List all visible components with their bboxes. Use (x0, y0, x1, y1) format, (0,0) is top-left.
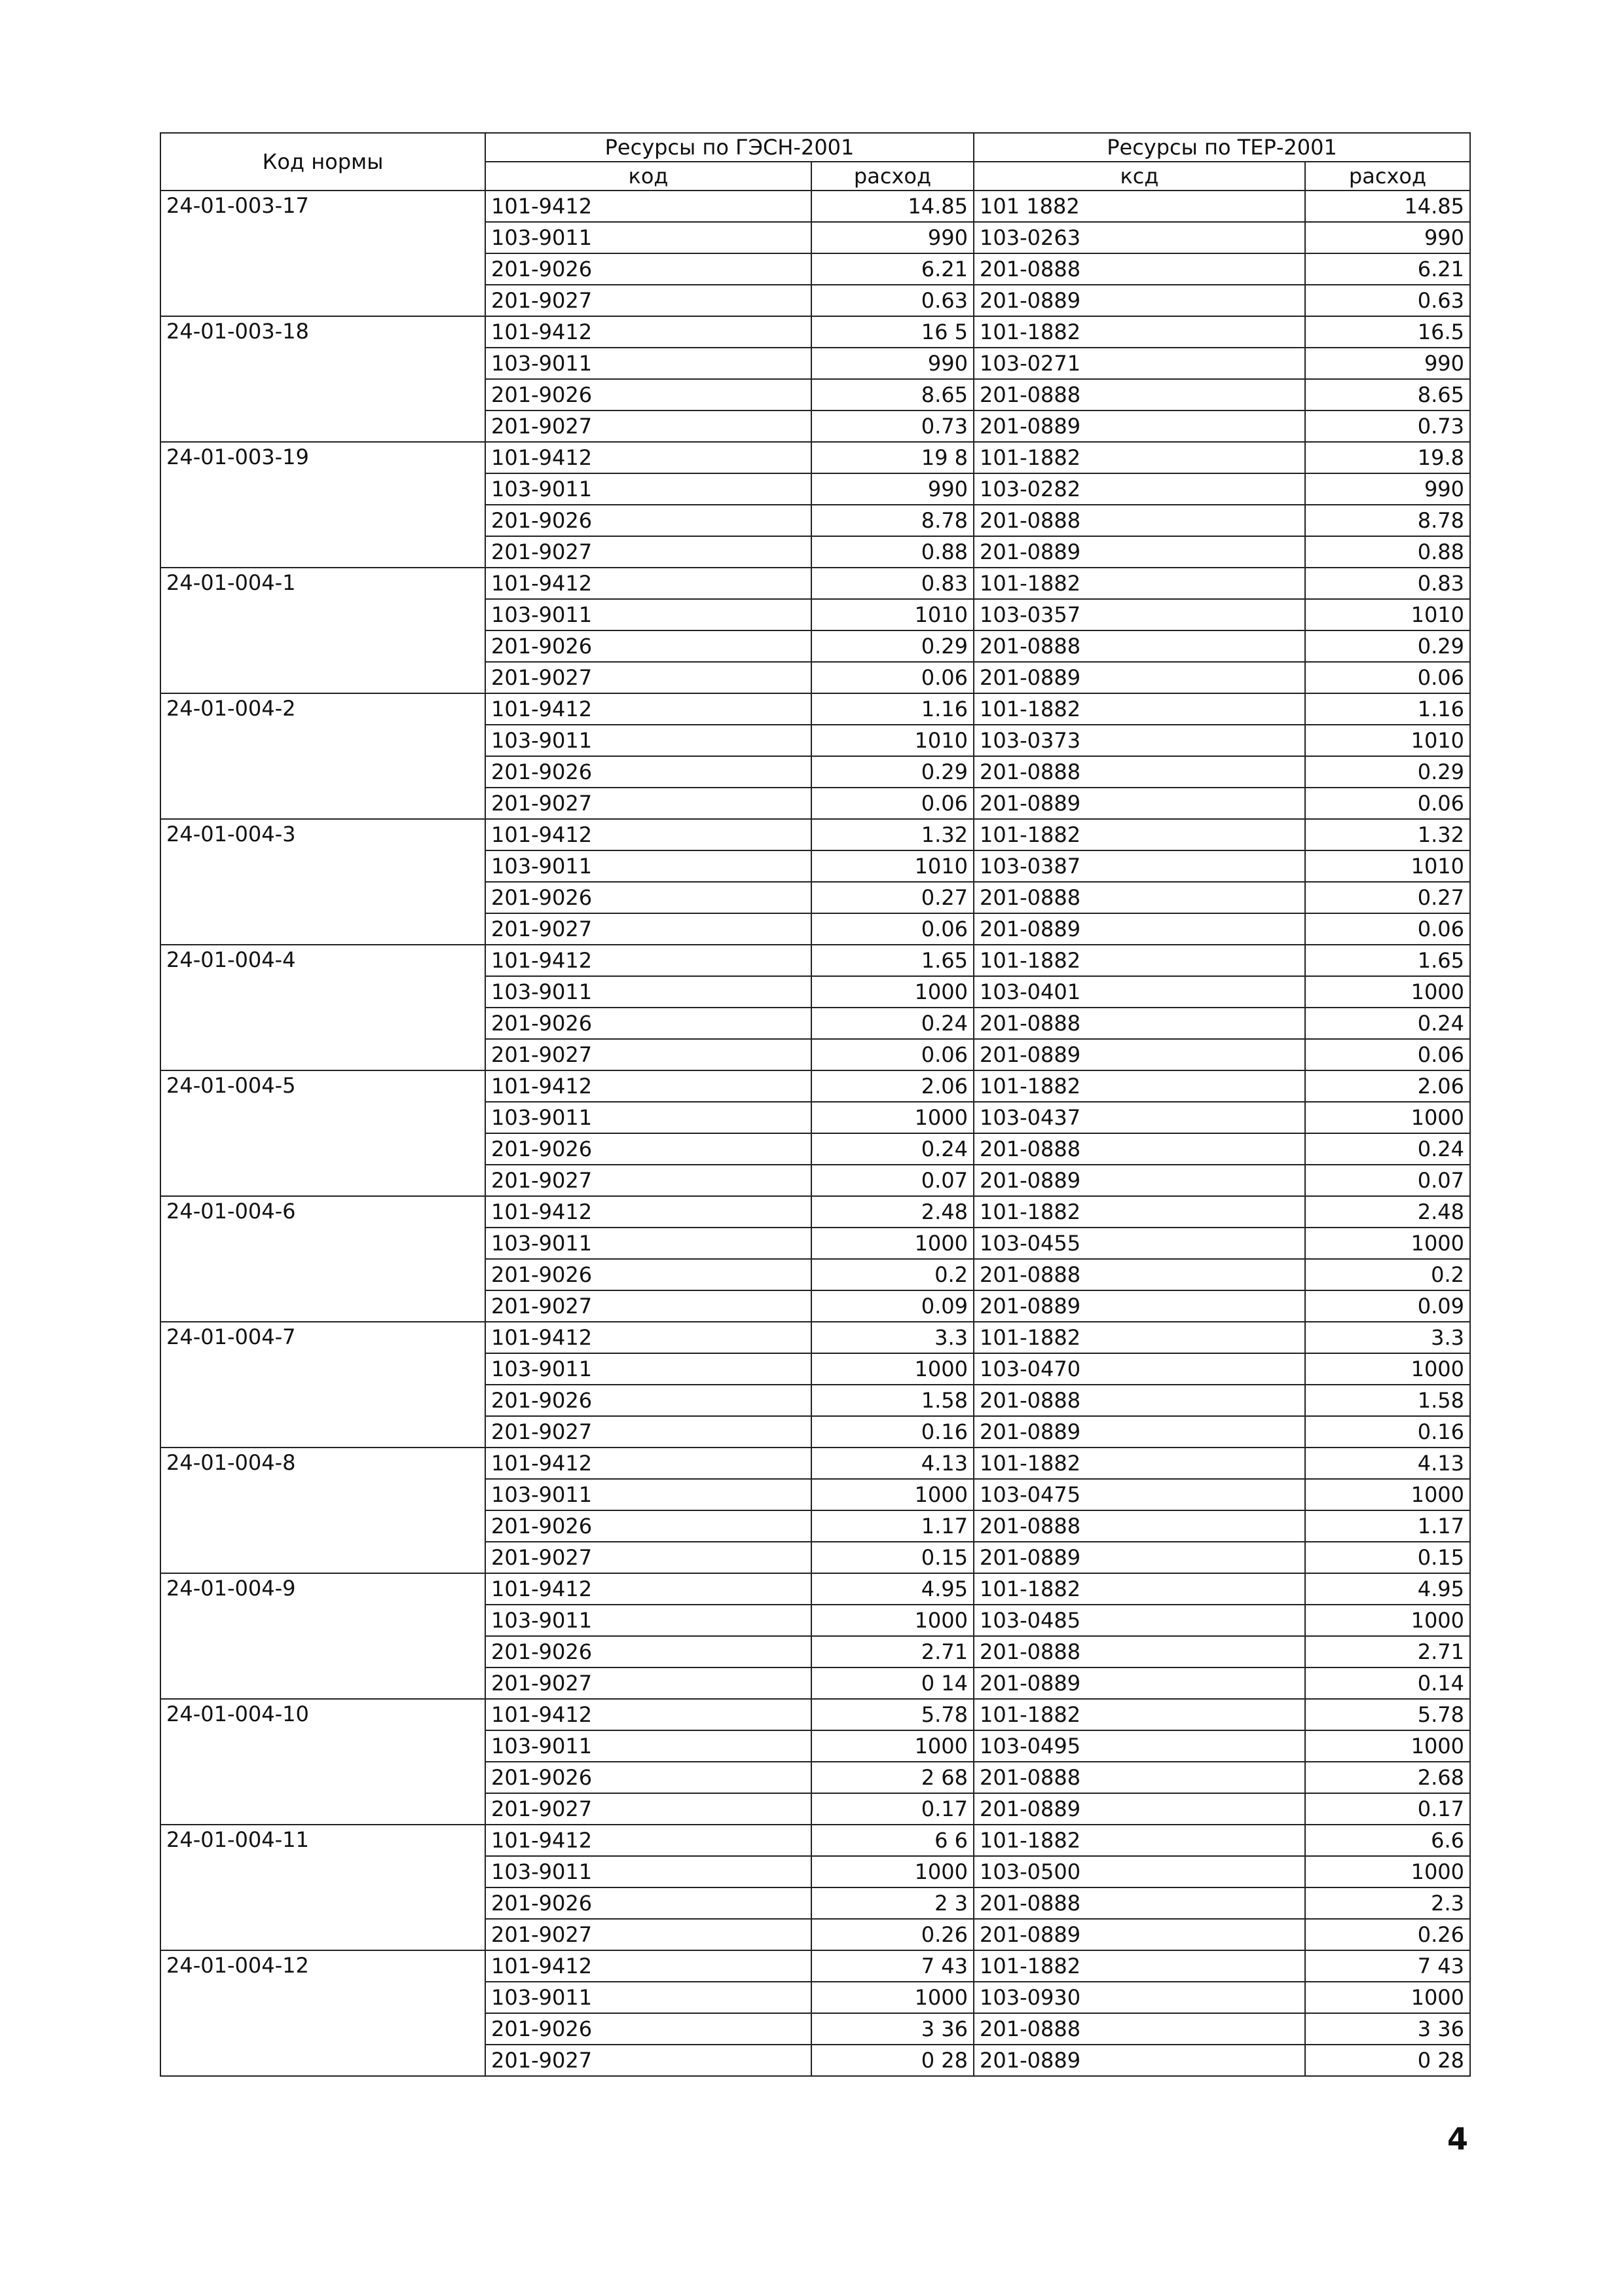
ter-code-cell: 201-0889 (974, 662, 1305, 693)
ter-rate-cell: 1.58 (1305, 1385, 1470, 1416)
gesn-code-cell: 101-9412 (485, 1196, 811, 1228)
ter-code-cell: 201-0888 (974, 882, 1305, 913)
gesn-code-cell: 101-9412 (485, 693, 811, 725)
gesn-rate-cell: 2 3 (811, 1887, 974, 1919)
gesn-rate-cell: 1000 (811, 1730, 974, 1762)
gesn-code-cell: 101-9412 (485, 1070, 811, 1102)
gesn-rate-cell: 14.85 (811, 191, 974, 222)
ter-code-cell: 101-1882 (974, 568, 1305, 599)
ter-code-cell: 201-0889 (974, 913, 1305, 945)
ter-rate-cell: 0.83 (1305, 568, 1470, 599)
ter-code-cell: 103-0271 (974, 348, 1305, 379)
ter-code-cell: 101-1882 (974, 1070, 1305, 1102)
resource-table (160, 132, 1471, 2077)
gesn-code-cell: 201-9027 (485, 1290, 811, 1322)
table-row (160, 945, 1470, 976)
gesn-rate-cell: 2.06 (811, 1070, 974, 1102)
gesn-code-cell: 103-9011 (485, 976, 811, 1008)
ter-rate-cell: 0.06 (1305, 788, 1470, 819)
gesn-rate-cell: 7 43 (811, 1950, 974, 1982)
gesn-code-cell: 201-9027 (485, 662, 811, 693)
gesn-rate-cell: 0.29 (811, 756, 974, 788)
gesn-code-cell: 201-9026 (485, 1008, 811, 1039)
gesn-rate-cell: 1000 (811, 1353, 974, 1385)
gesn-code-cell: 101-9412 (485, 442, 811, 473)
gesn-code-cell: 103-9011 (485, 725, 811, 756)
ter-rate-cell: 1010 (1305, 599, 1470, 630)
gesn-code-cell: 103-9011 (485, 1228, 811, 1259)
ter-code-cell: 201-0888 (974, 630, 1305, 662)
ter-rate-cell: 0.88 (1305, 536, 1470, 568)
gesn-code-cell: 101-9412 (485, 568, 811, 599)
gesn-rate-cell: 2.71 (811, 1636, 974, 1667)
ter-rate-cell: 990 (1305, 222, 1470, 253)
gesn-code-header: код (485, 162, 811, 191)
ter-rate-cell: 1000 (1305, 1353, 1470, 1385)
ter-code-cell: 201-0889 (974, 285, 1305, 316)
gesn-rate-cell: 0.06 (811, 662, 974, 693)
gesn-code-cell: 103-9011 (485, 1982, 811, 2013)
ter-rate-cell: 0.24 (1305, 1133, 1470, 1165)
ter-rate-cell: 990 (1305, 348, 1470, 379)
gesn-rate-cell: 1010 (811, 599, 974, 630)
norm-code-cell: 24-01-004-6 (160, 1196, 485, 1322)
gesn-code-cell: 201-9026 (485, 1636, 811, 1667)
norm-code-cell: 24-01-004-8 (160, 1448, 485, 1573)
gesn-rate-cell: 1000 (811, 1228, 974, 1259)
ter-rate-cell: 1010 (1305, 850, 1470, 882)
gesn-rate-cell: 1000 (811, 1479, 974, 1510)
gesn-code-cell: 201-9026 (485, 1259, 811, 1290)
gesn-code-cell: 201-9026 (485, 505, 811, 536)
gesn-rate-cell: 0.29 (811, 630, 974, 662)
gesn-rate-cell: 0.73 (811, 410, 974, 442)
gesn-rate-cell: 0.17 (811, 1793, 974, 1825)
gesn-rate-cell: 0 28 (811, 2045, 974, 2076)
ter-code-cell: 101-1882 (974, 316, 1305, 348)
norm-code-cell: 24-01-004-7 (160, 1322, 485, 1448)
table-row (160, 1825, 1470, 1856)
gesn-code-cell: 101-9412 (485, 316, 811, 348)
ter-rate-cell: 8.65 (1305, 379, 1470, 410)
gesn-rate-cell: 0.15 (811, 1542, 974, 1573)
gesn-rate-cell: 0 14 (811, 1667, 974, 1699)
table-row (160, 819, 1470, 850)
ter-rate-cell: 0.73 (1305, 410, 1470, 442)
ter-code-cell: 201-0889 (974, 1290, 1305, 1322)
gesn-rate-cell: 0.63 (811, 285, 974, 316)
ter-code-cell: 201-0888 (974, 2013, 1305, 2045)
ter-code-cell: 101-1882 (974, 442, 1305, 473)
gesn-code-cell: 201-9027 (485, 1416, 811, 1448)
gesn-rate-cell: 1010 (811, 850, 974, 882)
gesn-code-cell: 201-9027 (485, 410, 811, 442)
ter-code-cell: 103-0495 (974, 1730, 1305, 1762)
ter-rate-cell: 0.06 (1305, 662, 1470, 693)
table-row (160, 316, 1470, 348)
table-body (160, 191, 1470, 2076)
ter-rate-cell: 4.95 (1305, 1573, 1470, 1605)
norm-code-cell: 24-01-004-10 (160, 1699, 485, 1825)
ter-code-cell: 101-1882 (974, 1825, 1305, 1856)
gesn-code-cell: 201-9026 (485, 1385, 811, 1416)
norm-code-cell: 24-01-004-1 (160, 568, 485, 693)
gesn-code-cell: 101-9412 (485, 1950, 811, 1982)
gesn-rate-cell: 1000 (811, 1605, 974, 1636)
ter-code-cell: 201-0888 (974, 379, 1305, 410)
norm-code-cell: 24-01-004-3 (160, 819, 485, 945)
ter-code-cell: 201-0888 (974, 1510, 1305, 1542)
gesn-rate-cell: 8.65 (811, 379, 974, 410)
gesn-rate-cell: 2 68 (811, 1762, 974, 1793)
gesn-rate-cell: 1000 (811, 1102, 974, 1133)
ter-code-cell: 201-0888 (974, 253, 1305, 285)
ter-code-cell: 201-0889 (974, 1039, 1305, 1070)
ter-code-cell: 103-0470 (974, 1353, 1305, 1385)
gesn-code-cell: 101-9412 (485, 1825, 811, 1856)
gesn-rate-cell: 1000 (811, 1856, 974, 1887)
ter-code-cell: 101 1882 (974, 191, 1305, 222)
norm-code-cell: 24-01-004-5 (160, 1070, 485, 1196)
ter-rate-cell: 2.3 (1305, 1887, 1470, 1919)
gesn-rate-cell: 0.06 (811, 788, 974, 819)
ter-code-cell: 201-0889 (974, 2045, 1305, 2076)
ter-code-cell: 103-0437 (974, 1102, 1305, 1133)
ter-rate-cell: 3.3 (1305, 1322, 1470, 1353)
gesn-code-cell: 103-9011 (485, 1353, 811, 1385)
ter-rate-cell: 1.17 (1305, 1510, 1470, 1542)
gesn-rate-cell: 5.78 (811, 1699, 974, 1730)
gesn-rate-cell: 1.17 (811, 1510, 974, 1542)
gesn-code-cell: 103-9011 (485, 599, 811, 630)
gesn-code-cell: 201-9027 (485, 1165, 811, 1196)
ter-rate-cell: 1000 (1305, 1479, 1470, 1510)
page-number: 4 (1447, 2121, 1469, 2157)
table-row (160, 1950, 1470, 1982)
gesn-rate-cell: 16 5 (811, 316, 974, 348)
ter-rate-header: расход (1305, 162, 1470, 191)
gesn-rate-cell: 0.88 (811, 536, 974, 568)
gesn-code-cell: 201-9027 (485, 2045, 811, 2076)
gesn-rate-cell: 1.32 (811, 819, 974, 850)
gesn-code-cell: 201-9026 (485, 379, 811, 410)
ter-rate-cell: 2.06 (1305, 1070, 1470, 1102)
ter-rate-cell: 1000 (1305, 1605, 1470, 1636)
ter-code-cell: 201-0889 (974, 788, 1305, 819)
ter-code-cell: 201-0888 (974, 1636, 1305, 1667)
gesn-code-cell: 101-9412 (485, 819, 811, 850)
ter-rate-cell: 0.24 (1305, 1008, 1470, 1039)
ter-rate-cell: 1000 (1305, 1228, 1470, 1259)
gesn-rate-cell: 0.06 (811, 1039, 974, 1070)
gesn-rate-cell: 990 (811, 348, 974, 379)
gesn-code-cell: 201-9027 (485, 1039, 811, 1070)
gesn-rate-cell: 0.24 (811, 1133, 974, 1165)
gesn-code-cell: 201-9026 (485, 2013, 811, 2045)
ter-code-cell: 201-0889 (974, 1542, 1305, 1573)
gesn-code-cell: 201-9026 (485, 882, 811, 913)
ter-code-cell: 101-1882 (974, 1322, 1305, 1353)
gesn-code-cell: 101-9412 (485, 1699, 811, 1730)
gesn-code-cell: 101-9412 (485, 1573, 811, 1605)
gesn-code-cell: 103-9011 (485, 222, 811, 253)
ter-code-cell: 201-0889 (974, 1919, 1305, 1950)
ter-code-cell: 201-0889 (974, 1416, 1305, 1448)
ter-code-cell: 101-1882 (974, 1573, 1305, 1605)
gesn-code-cell: 201-9027 (485, 285, 811, 316)
gesn-code-cell: 103-9011 (485, 1730, 811, 1762)
gesn-code-cell: 103-9011 (485, 348, 811, 379)
ter-rate-cell: 1000 (1305, 1856, 1470, 1887)
ter-code-cell: 201-0889 (974, 1667, 1305, 1699)
gesn-rate-cell: 0.83 (811, 568, 974, 599)
gesn-code-cell: 103-9011 (485, 473, 811, 505)
ter-rate-cell: 0.16 (1305, 1416, 1470, 1448)
gesn-code-cell: 101-9412 (485, 191, 811, 222)
gesn-code-cell: 103-9011 (485, 1102, 811, 1133)
ter-rate-cell: 0.06 (1305, 913, 1470, 945)
gesn-code-cell: 201-9026 (485, 1510, 811, 1542)
gesn-code-cell: 201-9027 (485, 1919, 811, 1950)
ter-code-cell: 101-1882 (974, 1950, 1305, 1982)
table-row (160, 1448, 1470, 1479)
ter-rate-cell: 990 (1305, 473, 1470, 505)
ter-code-cell: 103-0263 (974, 222, 1305, 253)
table-row (160, 568, 1470, 599)
ter-rate-cell: 19.8 (1305, 442, 1470, 473)
gesn-rate-cell: 0.27 (811, 882, 974, 913)
gesn-rate-cell: 0.26 (811, 1919, 974, 1950)
ter-code-cell: 103-0500 (974, 1856, 1305, 1887)
norm-code-cell: 24-01-004-11 (160, 1825, 485, 1950)
ter-rate-cell: 2.71 (1305, 1636, 1470, 1667)
gesn-rate-cell: 1.65 (811, 945, 974, 976)
gesn-code-cell: 103-9011 (485, 1479, 811, 1510)
ter-code-cell: 201-0888 (974, 1133, 1305, 1165)
gesn-rate-cell: 990 (811, 473, 974, 505)
gesn-code-cell: 201-9027 (485, 913, 811, 945)
gesn-rate-cell: 0.2 (811, 1259, 974, 1290)
ter-rate-cell: 0.29 (1305, 630, 1470, 662)
ter-rate-cell: 1.16 (1305, 693, 1470, 725)
norm-code-cell: 24-01-003-17 (160, 191, 485, 316)
gesn-code-cell: 201-9027 (485, 788, 811, 819)
table-row (160, 1070, 1470, 1102)
gesn-rate-cell: 2.48 (811, 1196, 974, 1228)
gesn-code-cell: 201-9026 (485, 630, 811, 662)
gesn-rate-cell: 1.16 (811, 693, 974, 725)
gesn-code-cell: 201-9027 (485, 1542, 811, 1573)
gesn-code-cell: 101-9412 (485, 945, 811, 976)
norm-code-cell: 24-01-004-2 (160, 693, 485, 819)
ter-rate-cell: 3 36 (1305, 2013, 1470, 2045)
gesn-code-cell: 201-9026 (485, 253, 811, 285)
norm-code-cell: 24-01-003-19 (160, 442, 485, 568)
gesn-rate-cell: 1000 (811, 1982, 974, 2013)
ter-rate-cell: 1000 (1305, 976, 1470, 1008)
ter-rate-cell: 4.13 (1305, 1448, 1470, 1479)
ter-code-cell: 103-0357 (974, 599, 1305, 630)
table-row (160, 693, 1470, 725)
table-header (160, 133, 1470, 191)
ter-code-cell: 103-0282 (974, 473, 1305, 505)
gesn-rate-cell: 8.78 (811, 505, 974, 536)
ter-rate-cell: 5.78 (1305, 1699, 1470, 1730)
ter-rate-cell: 6.21 (1305, 253, 1470, 285)
norm-code-cell: 24-01-004-4 (160, 945, 485, 1070)
table-row (160, 1196, 1470, 1228)
gesn-code-cell: 103-9011 (485, 850, 811, 882)
gesn-rate-cell: 0.07 (811, 1165, 974, 1196)
gesn-rate-cell: 4.13 (811, 1448, 974, 1479)
gesn-rate-cell: 1.58 (811, 1385, 974, 1416)
ter-rate-cell: 1000 (1305, 1982, 1470, 2013)
ter-rate-cell: 0.07 (1305, 1165, 1470, 1196)
gesn-rate-cell: 990 (811, 222, 974, 253)
ter-code-cell: 103-0930 (974, 1982, 1305, 2013)
ter-code-cell: 103-0455 (974, 1228, 1305, 1259)
ter-code-cell: 201-0889 (974, 410, 1305, 442)
ter-rate-cell: 8.78 (1305, 505, 1470, 536)
ter-code-cell: 201-0888 (974, 1887, 1305, 1919)
ter-rate-cell: 0.63 (1305, 285, 1470, 316)
ter-rate-cell: 0.2 (1305, 1259, 1470, 1290)
table-row (160, 1573, 1470, 1605)
ter-code-cell: 201-0888 (974, 1762, 1305, 1793)
ter-rate-cell: 2.68 (1305, 1762, 1470, 1793)
ter-rate-cell: 7 43 (1305, 1950, 1470, 1982)
ter-rate-cell: 0.06 (1305, 1039, 1470, 1070)
ter-rate-cell: 0.27 (1305, 882, 1470, 913)
gesn-rate-cell: 0.06 (811, 913, 974, 945)
gesn-code-cell: 101-9412 (485, 1322, 811, 1353)
ter-code-cell: 103-0401 (974, 976, 1305, 1008)
gesn-code-cell: 201-9026 (485, 1887, 811, 1919)
gesn-code-cell: 101-9412 (485, 1448, 811, 1479)
gesn-rate-cell: 6 6 (811, 1825, 974, 1856)
ter-code-cell: 101-1882 (974, 1699, 1305, 1730)
table-row (160, 191, 1470, 222)
gesn-rate-cell: 0.24 (811, 1008, 974, 1039)
gesn-rate-cell: 1000 (811, 976, 974, 1008)
ter-code-cell: 101-1882 (974, 819, 1305, 850)
gesn-rate-cell: 3.3 (811, 1322, 974, 1353)
ter-code-cell: 101-1882 (974, 1196, 1305, 1228)
ter-rate-cell: 0.17 (1305, 1793, 1470, 1825)
ter-code-cell: 103-0485 (974, 1605, 1305, 1636)
gesn-code-cell: 201-9027 (485, 536, 811, 568)
gesn-rate-cell: 6.21 (811, 253, 974, 285)
ter-rate-cell: 16.5 (1305, 316, 1470, 348)
ter-code-header: ксд (974, 162, 1305, 191)
ter-rate-cell: 2.48 (1305, 1196, 1470, 1228)
ter-rate-cell: 0.29 (1305, 756, 1470, 788)
ter-code-cell: 201-0888 (974, 1385, 1305, 1416)
gesn-code-cell: 201-9026 (485, 756, 811, 788)
ter-code-cell: 101-1882 (974, 945, 1305, 976)
gesn-rate-cell: 19 8 (811, 442, 974, 473)
gesn-code-cell: 201-9027 (485, 1793, 811, 1825)
ter-rate-cell: 1000 (1305, 1102, 1470, 1133)
ter-rate-cell: 6.6 (1305, 1825, 1470, 1856)
gesn-code-cell: 201-9027 (485, 1667, 811, 1699)
ter-code-cell: 201-0889 (974, 1165, 1305, 1196)
ter-rate-cell: 0.09 (1305, 1290, 1470, 1322)
ter-code-cell: 201-0889 (974, 1793, 1305, 1825)
ter-code-cell: 201-0888 (974, 1008, 1305, 1039)
ter-rate-cell: 0.14 (1305, 1667, 1470, 1699)
table-row (160, 442, 1470, 473)
ter-code-cell: 201-0888 (974, 756, 1305, 788)
ter-rate-cell: 1000 (1305, 1730, 1470, 1762)
gesn-code-cell: 103-9011 (485, 1856, 811, 1887)
ter-code-cell: 201-0889 (974, 536, 1305, 568)
norm-code-cell: 24-01-004-12 (160, 1950, 485, 2076)
ter-code-cell: 103-0475 (974, 1479, 1305, 1510)
ter-rate-cell: 0.26 (1305, 1919, 1470, 1950)
gesn-rate-cell: 1010 (811, 725, 974, 756)
ter-code-cell: 101-1882 (974, 1448, 1305, 1479)
ter-code-cell: 101-1882 (974, 693, 1305, 725)
gesn-rate-header: расход (811, 162, 974, 191)
norm-code-cell: 24-01-003-18 (160, 316, 485, 442)
gesn-code-cell: 201-9026 (485, 1762, 811, 1793)
norm-code-cell: 24-01-004-9 (160, 1573, 485, 1699)
table-row (160, 1322, 1470, 1353)
norm-code-header: Код нормы (160, 133, 485, 191)
gesn-code-cell: 201-9026 (485, 1133, 811, 1165)
ter-rate-cell: 1010 (1305, 725, 1470, 756)
ter-group-header: Ресурсы по ТЕР-2001 (974, 133, 1470, 162)
ter-code-cell: 201-0888 (974, 1259, 1305, 1290)
ter-rate-cell: 1.32 (1305, 819, 1470, 850)
gesn-group-header: Ресурсы по ГЭСН-2001 (485, 133, 974, 162)
ter-rate-cell: 14.85 (1305, 191, 1470, 222)
ter-rate-cell: 0.15 (1305, 1542, 1470, 1573)
table-row (160, 1699, 1470, 1730)
ter-code-cell: 103-0387 (974, 850, 1305, 882)
gesn-rate-cell: 4.95 (811, 1573, 974, 1605)
gesn-rate-cell: 3 36 (811, 2013, 974, 2045)
ter-code-cell: 201-0888 (974, 505, 1305, 536)
ter-code-cell: 103-0373 (974, 725, 1305, 756)
ter-rate-cell: 1.65 (1305, 945, 1470, 976)
ter-rate-cell: 0 28 (1305, 2045, 1470, 2076)
gesn-rate-cell: 0.16 (811, 1416, 974, 1448)
gesn-rate-cell: 0.09 (811, 1290, 974, 1322)
gesn-code-cell: 103-9011 (485, 1605, 811, 1636)
